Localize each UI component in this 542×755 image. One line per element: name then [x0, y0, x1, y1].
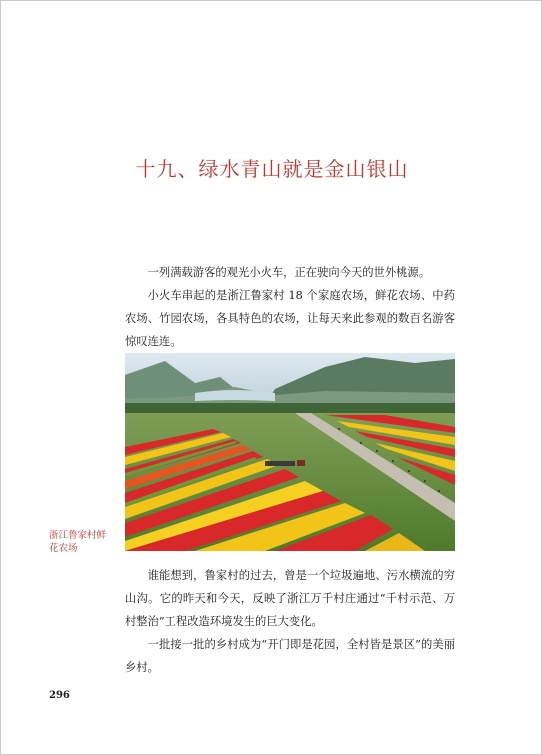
page-number: 296 — [49, 690, 70, 701]
body-text-bottom — [125, 564, 455, 679]
paragraph: 一列满载游客的观光小火车，正在驶向今天的世外桃源。 — [147, 266, 431, 279]
paragraph: 小火车串起的是浙江鲁家村 18 个家庭农场，鲜花农场、中药农场、竹园农场，各具特色的农场，让每天来此参观的数百名游客惊叹连连。 — [125, 289, 455, 348]
body-text-top — [125, 261, 455, 353]
paragraph: 一批接一批的乡村成为“开门即是花园，全村皆是景区”的美丽乡村。 — [125, 638, 455, 674]
flower-farm-photo — [125, 353, 455, 551]
paragraph: 谁能想到，鲁家村的过去，曾是一个垃圾遍地、污水横流的穷山沟。它的昨天和今天，反映了浙江万千村庄通过“千村示范、万村整治”工程改造环境发生的巨大变化。 — [125, 569, 455, 628]
photo-caption: 浙江鲁家村鲜花农场 — [49, 530, 107, 554]
chapter-title: 十九、绿水青山就是金山银山 — [135, 157, 409, 181]
